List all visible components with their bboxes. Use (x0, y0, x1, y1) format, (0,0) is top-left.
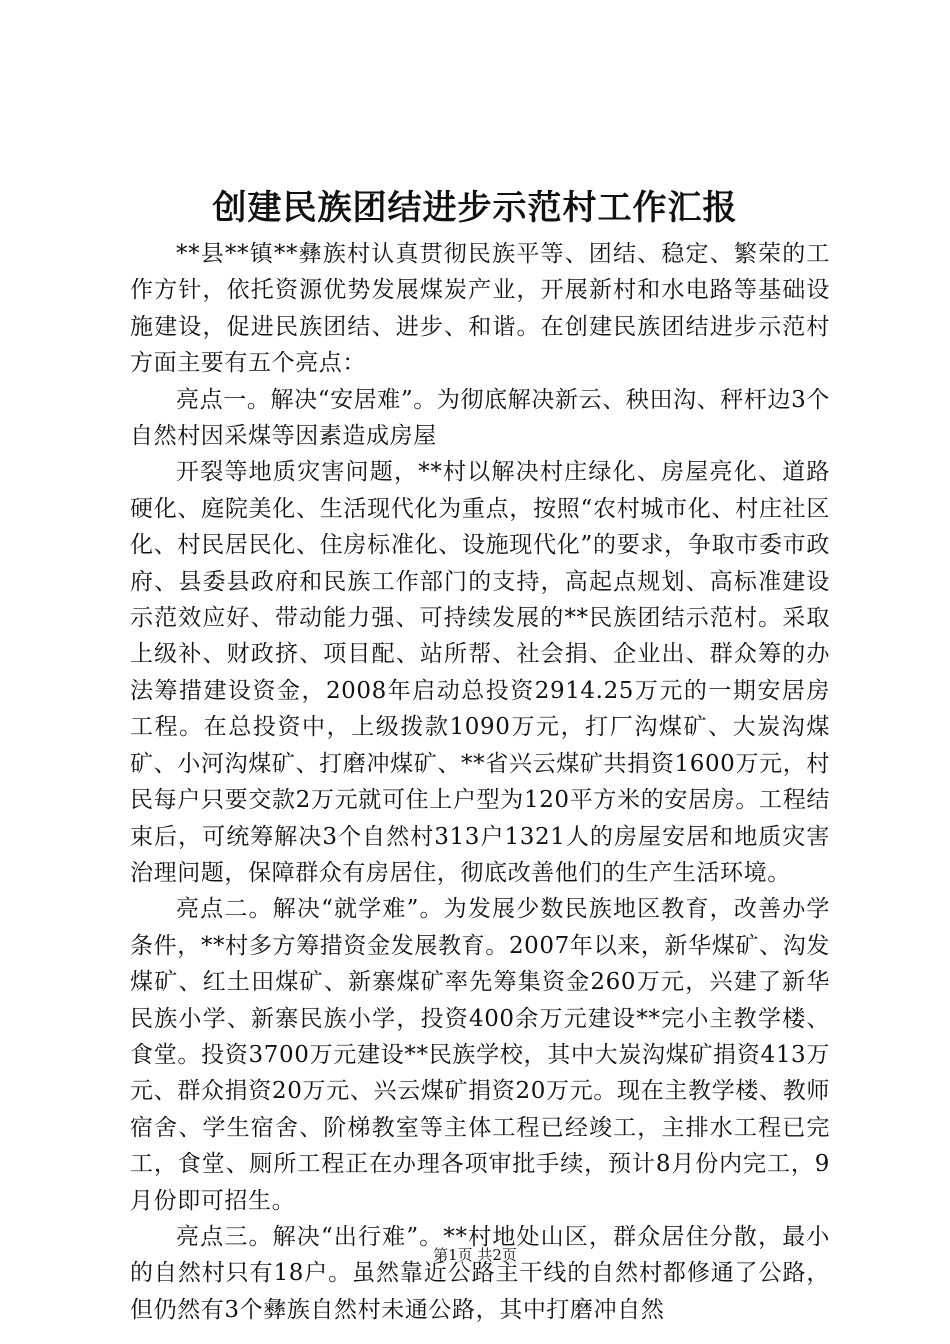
highlight-three-paragraph: 亮点三。解决“出行难”。**村地处山区，群众居住分散，最小的自然村只有18户。虽然靠近公路主干线的自然村都修通了公路，但仍然有3个彝族自然村未通公路，其中打磨冲自然 (130, 1223, 830, 1323)
intro-paragraph: **县**镇**彝族村认真贯彻民族平等、团结、稳定、繁荣的工作方针，依托资源优势发展煤炭产业，开展新村和水电路等基础设施建设，促进民族团结、进步、和谐。在创建民族团结进步示范村方面主要有五个亮点： (130, 241, 830, 377)
page-footer (0, 1244, 950, 1266)
highlight-one-body-paragraph: 开裂等地质灾害问题，**村以解决村庄绿化、房屋亮化、道路硬化、庭院美化、生活现代化为重点，按照“农村城市化、村庄社区化、村民居民化、住房标准化、设施现代化”的要求，争取市委市政府、县委县政府和民族工作部门的支持，高起点规划、高标准建设示范效应好、带动能力强、可持续发展的**民族团结示范村。采取上级补、财政挤、项目配、站所帮、社会捐、企业出、群众筹的办法筹措建设资金，2008年启动总投资2914.25万元的一期安居房工程。在总投资中，上级拨款1090万元，打厂沟煤矿、大炭沟煤矿、小河沟煤矿、打磨冲煤矿、**省兴云煤矿共捐资1600万元，村民每户只要交款2万元就可住上户型为120平方米的安居房。工程结束后，可统筹解决3个自然村313户1321人的房屋安居和地质灾害治理问题，保障群众有房居住，彻底改善他们的生产生活环境。 (130, 459, 830, 886)
document-title: 创建民族团结进步示范村工作汇报 (212, 188, 738, 228)
highlight-two-paragraph: 亮点二。解决“就学难”。为发展少数民族地区教育，改善办学条件，**村多方筹措资金发展教育。2007年以来，新华煤矿、沟发煤矿、红土田煤矿、新寨煤矿率先筹集资金260万元，兴建了新华民族小学、新寨民族小学，投资400余万元建设**完小主教学楼、食堂。投资3700万元建设**民族学校，其中大炭沟煤矿捐资413万元、群众捐资20万元、兴云煤矿捐资20万元。现在主教学楼、教师宿舍、学生宿舍、阶梯教室等主体工程已经竣工，主排水工程已完工，食堂、厕所工程正在办理各项审批手续，预计8月份内完工，9月份即可招生。 (130, 896, 830, 1214)
document-body (130, 236, 830, 1328)
page-number: 第1页 共2页 (433, 1246, 517, 1264)
highlight-one-heading-paragraph: 亮点一。解决“安居难”。为彻底解决新云、秧田沟、秤杆边3个自然村因采煤等因素造成房屋 (130, 386, 830, 450)
